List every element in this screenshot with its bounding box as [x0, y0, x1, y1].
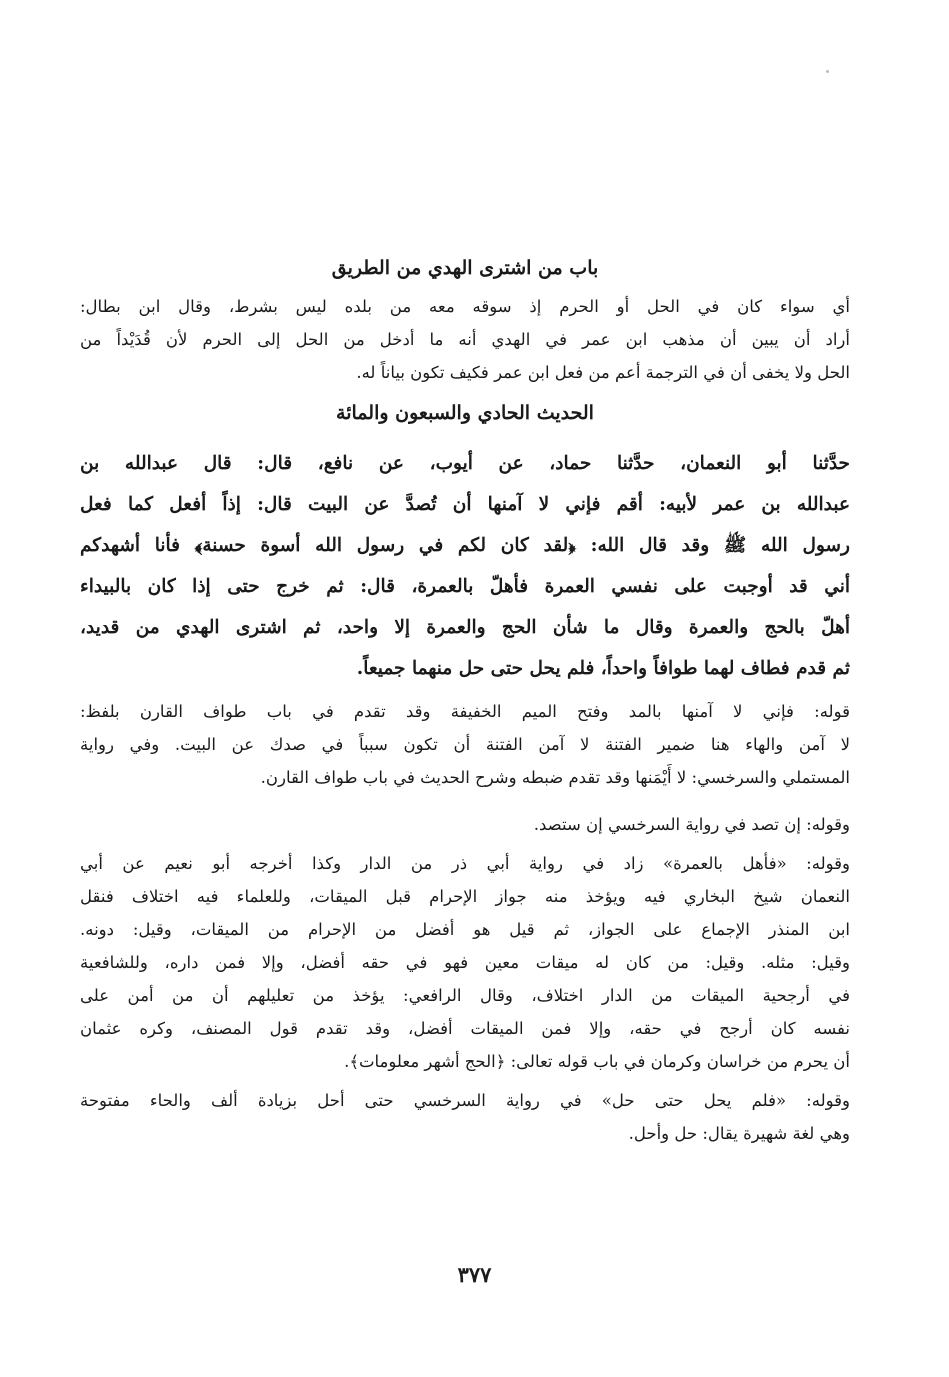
intro-paragraph	[80, 290, 850, 389]
intro-line: أي سواء كان في الحل أو الحرم إذ سوقه معه من بلده ليس بشرط، وقال ابن بطال:	[80, 297, 850, 316]
hadith-line: حدَّثنا أبو النعمان، حدَّثنا حماد، عن أيوب، عن نافع، قال: قال عبدالله بن	[80, 453, 850, 474]
commentary-line: أن يحرم من خراسان وكرمان في باب قوله تعالى: ﴿الحج أشهر معلومات﴾.	[344, 1052, 850, 1071]
book-page	[80, 248, 850, 1150]
hadith-line: رسول الله ﷺ وقد قال الله: ﴿لقد كان لكم في رسول الله أسوة حسنة﴾ فأنا أشهدكم	[80, 535, 850, 556]
commentary-paragraph-2	[80, 808, 850, 841]
page-number: ٣٧٧	[457, 1262, 492, 1287]
commentary-line: ابن المنذر الإجماع على الجواز، ثم قيل هو أفضل من الإحرام من الميقات، وقيل: دونه.	[80, 920, 850, 939]
intro-line: أراد أن يبين أن مذهب ابن عمر في الهدي أنه ما أدخل من الحل إلى الحرم لأن قُدَيْداً من	[80, 330, 850, 349]
commentary-line: وقوله: «فلم يحل حتى حل» في رواية السرخسي حتى أحل بزيادة ألف والحاء مفتوحة	[80, 1091, 850, 1110]
hadith-line: ثم قدم فطاف لهما طوافاً واحداً، فلم يحل حتى حل منهما جميعاً.	[356, 658, 850, 679]
hadith-text	[80, 443, 850, 689]
hadith-line: أني قد أوجبت على نفسي العمرة فأهلّ بالعمرة، قال: ثم خرج حتى إذا كان بالبيداء	[80, 576, 850, 597]
commentary-paragraph-3	[80, 847, 850, 1078]
commentary-line: النعمان شيخ البخاري فيه ويؤخذ منه جواز الإحرام قبل الميقات، وللعلماء فيه اختلاف فنقل	[80, 887, 850, 906]
commentary-line: نفسه كان أرجح في حقه، وإلا فمن الميقات أفضل، وقد تقدم قول المصنف، وكره عثمان	[80, 1019, 850, 1038]
commentary-paragraph-1	[80, 695, 850, 794]
commentary-line: وقوله: «فأهل بالعمرة» زاد في رواية أبي ذر من الدار وكذا أخرجه أبو نعيم عن أبي	[80, 854, 850, 873]
commentary-paragraph-4	[80, 1084, 850, 1150]
hadith-line: أهلّ بالحج والعمرة وقال ما شأن الحج والعمرة إلا واحد، ثم اشترى الهدي من قديد،	[80, 617, 850, 638]
commentary-line: وقيل: مثله. وقيل: من كان له ميقات معين فهو في حقه أفضل، وإلا فمن داره، وللشافعية	[80, 953, 850, 972]
scan-dot	[826, 70, 829, 73]
commentary-line: المستملي والسرخسي: لا أَيْمَنها وقد تقدم ضبطه وشرح الحديث في باب طواف القارن.	[260, 768, 850, 787]
commentary-line: في أرجحية الميقات من الدار اختلاف، وقال الرافعي: يؤخذ من تعليلهم أن من أمن على	[80, 986, 850, 1005]
hadith-heading: الحديث الحادي والسبعون والمائة	[336, 402, 594, 424]
hadith-line: عبدالله بن عمر لأبيه: أقم فإني لا آمنها أن تُصدَّ عن البيت قال: إذاً أفعل كما فعل	[80, 494, 850, 515]
commentary-line: وهي لغة شهيرة يقال: حل وأحل.	[628, 1124, 850, 1143]
commentary-line: قوله: فإني لا آمنها بالمد وفتح الميم الخفيفة وقد تقدم في باب طواف القارن بلفظ:	[80, 702, 850, 721]
commentary-line: وقوله: إن تصد في رواية السرخسي إن ستصد.	[533, 815, 850, 834]
intro-line: الحل ولا يخفى أن في الترجمة أعم من فعل ابن عمر فكيف تكون بياناً له.	[356, 363, 850, 382]
chapter-heading: باب من اشترى الهدي من الطريق	[331, 257, 599, 279]
commentary-line: لا آمن والهاء هنا ضمير الفتنة لا آمن الفتنة أن تكون سبباً في صدك عن البيت. وفي رواية	[80, 735, 850, 754]
